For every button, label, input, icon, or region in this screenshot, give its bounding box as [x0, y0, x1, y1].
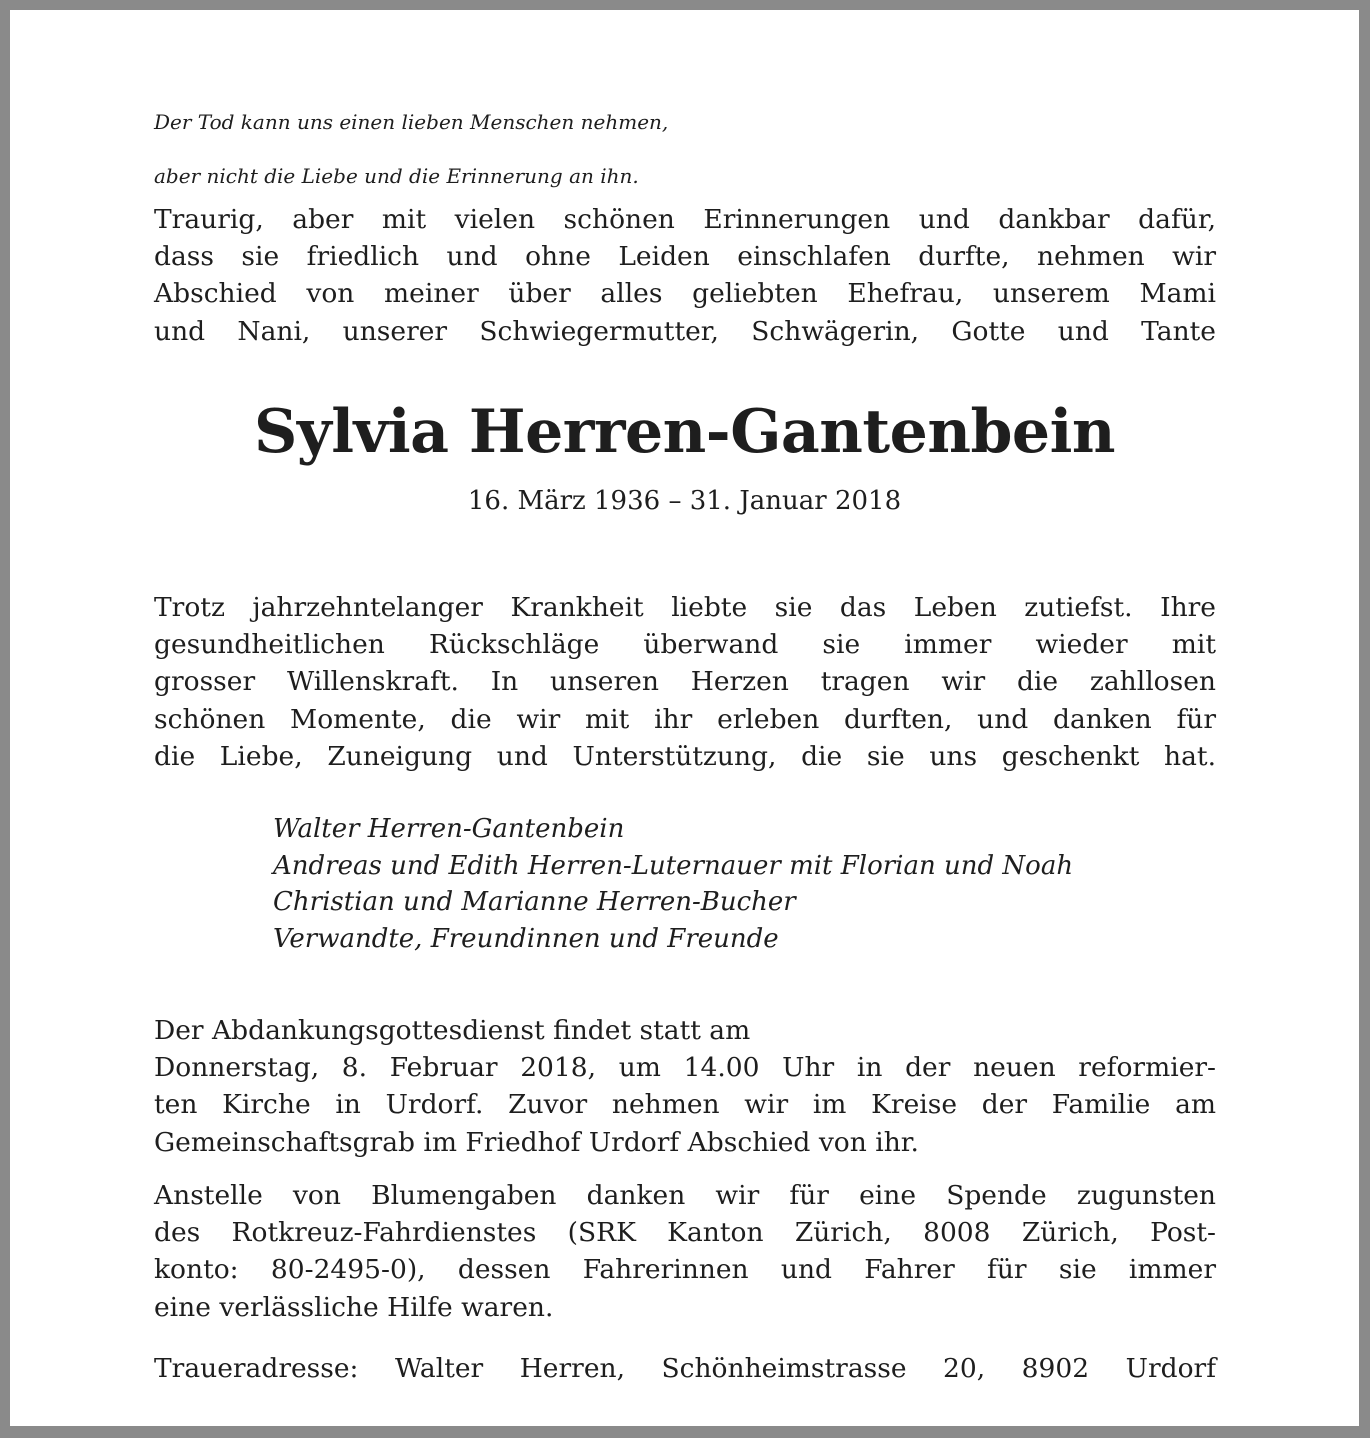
mourner-entry: Walter Herren-Gantenbein: [273, 814, 625, 844]
tribute-line: die Liebe, Zuneigung und Unterstützung, die sie uns geschenkt hat.: [154, 740, 1216, 772]
donation-line: des Rotkreuz-Fahrdienstes (SRK Kanton Zürich, 8008 Zürich, Post-: [154, 1217, 1216, 1249]
donation-paragraph: [154, 1177, 1216, 1326]
tribute-line: grosser Willenskraft. In unseren Herzen tragen wir die zahllosen: [154, 666, 1216, 698]
motto-line: aber nicht die Liebe und die Erinnerung an ihn.: [154, 164, 639, 188]
intro-line: und Nani, unserer Schwiegermutter, Schwägerin, Gotte und Tante: [154, 315, 1216, 347]
motto-quote: [154, 82, 1054, 217]
intro-line: dass sie friedlich und ohne Leiden einschlafen durfte, nehmen wir: [154, 241, 1216, 273]
mourner-entry: Andreas und Edith Herren-Luternauer mit Florian und Noah: [273, 850, 1074, 881]
tribute-line: schönen Momente, die wir mit ihr erleben durften, und danken für: [154, 703, 1216, 735]
address-line: Traueradresse: Walter Herren, Schönheimstrasse 20, 8902 Urdorf: [154, 1353, 1216, 1384]
service-line: Gemeinschaftsgrab im Friedhof Urdorf Abschied von ihr.: [154, 1126, 919, 1158]
tribute-line: Trotz jahrzehntelanger Krankheit liebte sie das Leben zutiefst. Ihre: [154, 592, 1216, 623]
service-line: Der Abdankungsgottesdienst findet statt am: [154, 1015, 751, 1046]
mourner-entry: Christian und Marianne Herren-Bucher: [273, 887, 796, 917]
mourning-address: [154, 1350, 1216, 1387]
service-paragraph: [154, 1012, 1216, 1161]
service-line: Donnerstag, 8. Februar 2018, um 14.00 Uhr in der neuen reformier-: [154, 1052, 1216, 1084]
donation-line: eine verlässliche Hilfe waren.: [154, 1291, 554, 1323]
deceased-name: Sylvia Herren-Gantenbein: [254, 397, 1115, 467]
mourners-list: [273, 811, 1233, 957]
motto-line: Der Tod kann uns einen lieben Menschen nehmen,: [154, 110, 669, 134]
donation-line: Anstelle von Blumengaben danken wir für eine Spende zugunsten: [154, 1180, 1216, 1211]
tribute-paragraph: [154, 589, 1216, 775]
donation-line: konto: 80-2495-0), dessen Fahrerinnen und Fahrer für sie immer: [154, 1254, 1216, 1286]
intro-line: Traurig, aber mit vielen schönen Erinnerungen und dankbar dafür,: [154, 204, 1216, 235]
intro-line: Abschied von meiner über alles geliebten Ehefrau, unserem Mami: [154, 278, 1216, 310]
obituary-page: [10, 10, 1359, 1426]
service-line: ten Kirche in Urdorf. Zuvor nehmen wir im Kreise der Familie am: [154, 1089, 1216, 1121]
life-dates: 16. März 1936 – 31. Januar 2018: [467, 486, 902, 516]
mourner-entry: Verwandte, Freundinnen und Freunde: [273, 923, 779, 954]
tribute-line: gesundheitlichen Rückschläge überwand sie immer wieder mit: [154, 629, 1216, 661]
intro-paragraph: [154, 201, 1216, 350]
